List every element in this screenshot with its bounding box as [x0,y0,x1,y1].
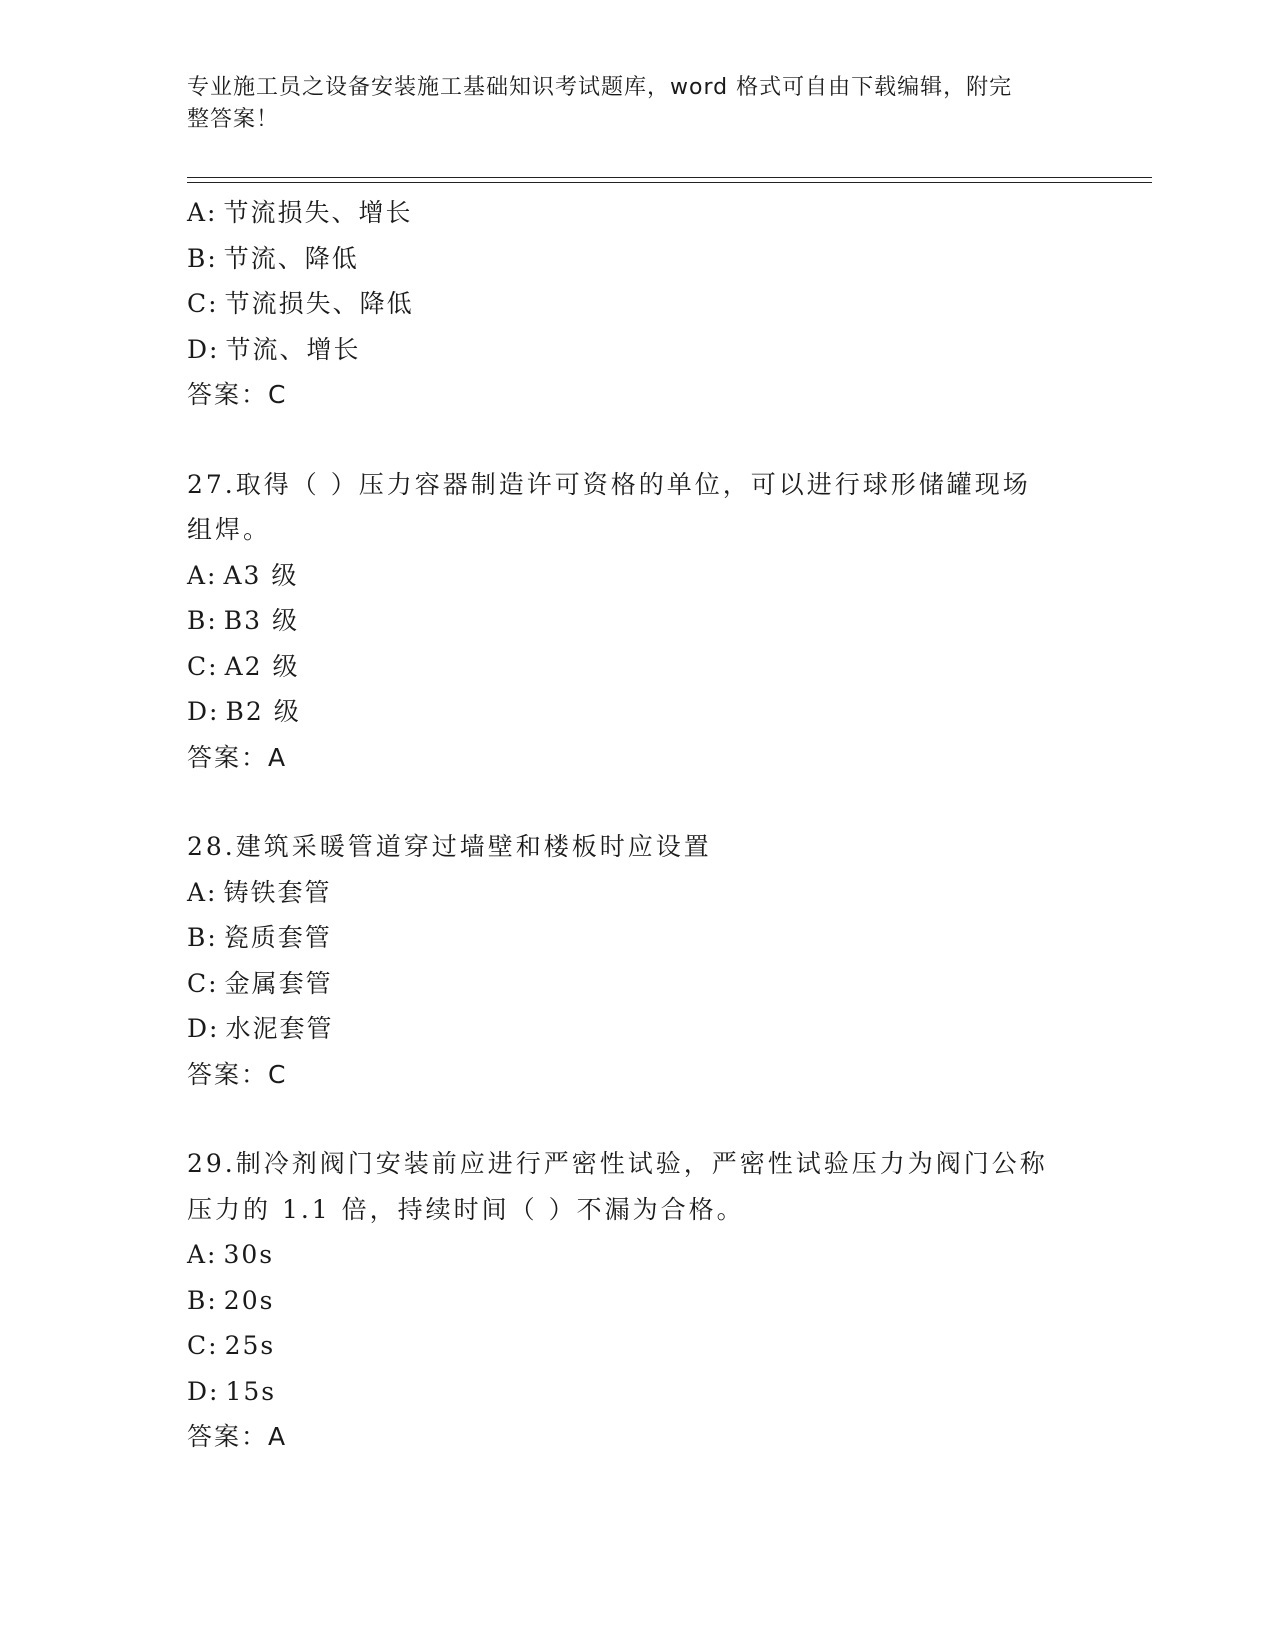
question-26-partial [187,190,1087,418]
option-c: C: 25s [187,1331,276,1360]
option-d: D: 节流、增长 [187,334,361,364]
option-b: B: 瓷质套管 [187,923,332,952]
question-text-line-1: 28.建筑采暖管道穿过墙壁和楼板时应设置 [187,832,712,861]
header-title-line-2: 整答案！ [187,107,280,132]
question-text-line-1: 29.制冷剂阀门安装前应进行严密性试验，严密性试验压力为阀门公称 [187,1149,1048,1178]
option-b: B: 节流、降低 [187,243,359,273]
header-title-line-1: 专业施工员之设备安装施工基础知识考试题库，word 格式可自由下载编辑，附完 [187,75,1013,100]
header-divider-top [187,177,1152,178]
option-c: C: 节流损失、降低 [187,289,414,318]
question-text-line-2: 组焊。 [187,515,272,544]
answer-line: 答案：A [187,742,288,772]
question-28 [187,824,1087,1097]
option-c: C: A2 级 [187,651,300,681]
question-27 [187,462,1087,781]
answer-line: 答案：C [187,1059,288,1089]
document-header [187,72,1067,136]
option-a: A: 铸铁套管 [187,877,332,907]
option-a: A: A3 级 [187,560,299,590]
question-content [187,190,1087,1460]
option-d: D: 水泥套管 [187,1014,334,1043]
answer-line: 答案：C [187,380,288,409]
question-29 [187,1141,1087,1460]
option-a: A: 30s [187,1240,275,1269]
option-c: C: 金属套管 [187,968,333,998]
option-d: D: 15s [187,1376,277,1406]
option-d: D: B2 级 [187,697,301,726]
spacer [187,780,1087,824]
question-text-line-1: 27.取得（ ）压力容器制造许可资格的单位，可以进行球形储罐现场 [187,469,1031,499]
header-divider-bottom [187,182,1152,183]
question-text-line-2: 压力的 1.1 倍，持续时间（ ）不漏为合格。 [187,1194,745,1224]
spacer [187,418,1087,462]
option-b: B: B3 级 [187,606,300,635]
option-a: A: 节流损失、增长 [187,198,413,227]
option-b: B: 20s [187,1285,275,1315]
answer-line: 答案：A [187,1422,288,1451]
spacer [187,1097,1087,1141]
